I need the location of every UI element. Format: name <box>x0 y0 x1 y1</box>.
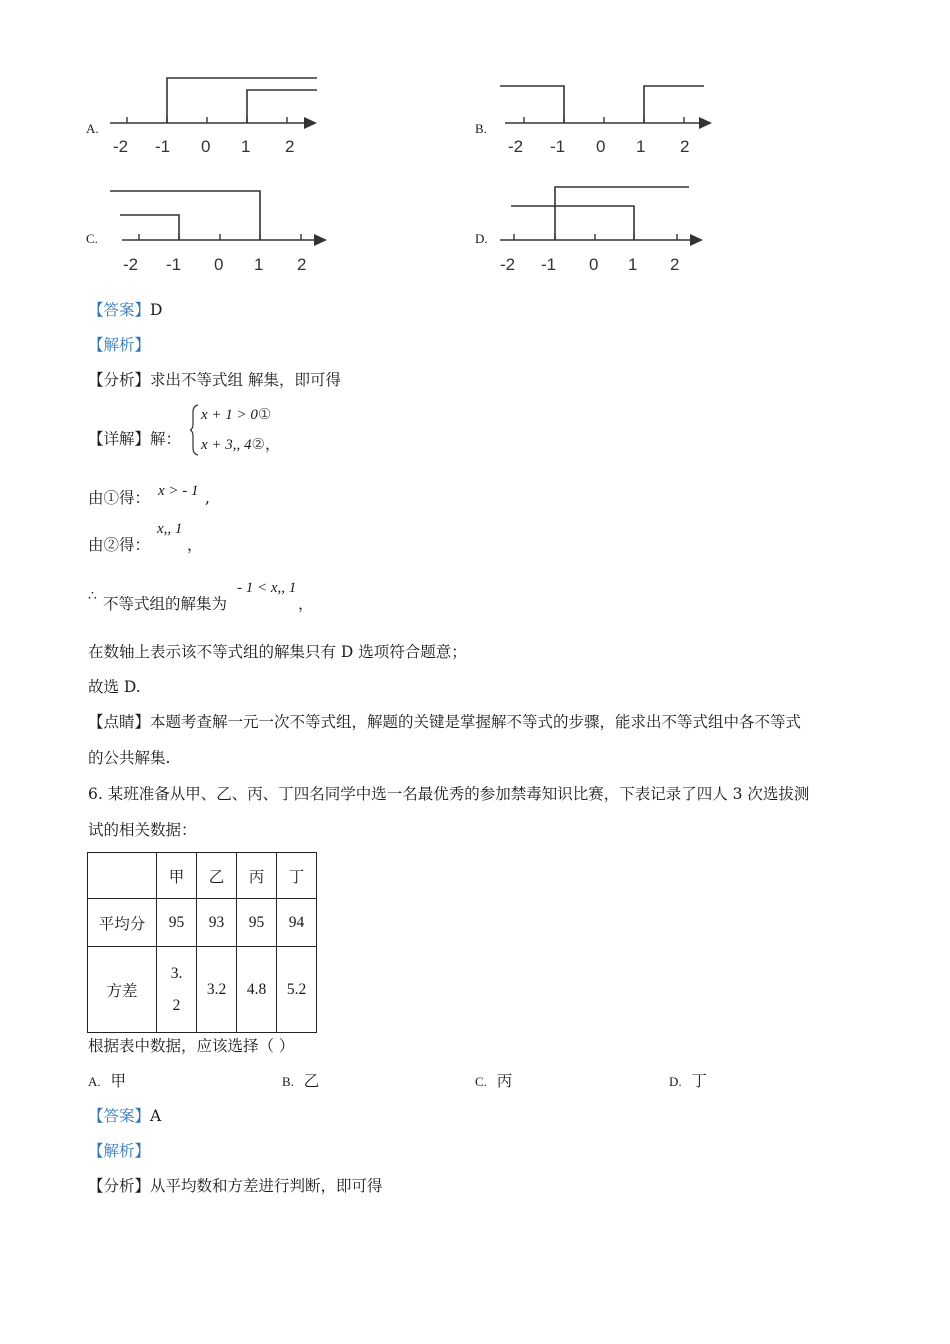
q5-detail-lead <box>88 429 181 449</box>
tick-label: 2 <box>285 137 295 156</box>
option-a-number-line <box>105 70 335 165</box>
numberline-statement: 在数轴上表示该不等式组的解集只有 D 选项符合题意； <box>88 643 467 661</box>
table-cell: 94 <box>277 899 317 947</box>
tick-label: -2 <box>508 137 524 156</box>
table-cell: 4.8 <box>237 947 277 1033</box>
comment-line-1 <box>88 712 801 732</box>
q5-answer-line <box>88 300 162 320</box>
choice-text: 丙 <box>496 1072 513 1090</box>
comment-line-2: 的公共解集. <box>88 749 171 767</box>
from-one-tail: , <box>205 489 210 507</box>
option-d-number-line <box>495 180 725 275</box>
tick-label: -1 <box>166 255 182 274</box>
option-d-letter: D. <box>475 231 488 246</box>
tick-label: 0 <box>201 137 211 156</box>
solution-tail: ， <box>298 595 314 613</box>
choice-text: 乙 <box>303 1072 320 1090</box>
from-one-text: 由①得： <box>88 489 151 507</box>
tick-label: 0 <box>214 255 224 274</box>
system-line-1 <box>201 404 271 424</box>
score-table <box>87 852 317 1033</box>
table-row-label: 平均分 <box>88 899 157 947</box>
from-two-line <box>88 535 150 555</box>
solution-text: 不等式组的解集为 <box>103 595 228 613</box>
table-header-cell: 乙 <box>197 853 237 899</box>
q6-stem-line-1: 6. 某班准备从甲、乙、丙、丁四名同学中选一名最优秀的参加禁毒知识比赛，下表记录了四人 3 次选拔测 <box>88 785 810 803</box>
tick-label: 1 <box>241 137 251 156</box>
tick-label: 1 <box>636 137 646 156</box>
choice-letter: D. <box>669 1074 682 1089</box>
answer-label: 【答案】 <box>88 301 151 319</box>
choice-letter: C. <box>475 1074 487 1089</box>
from-one-math: x > - 1 <box>158 483 199 499</box>
choice-letter: A. <box>88 1074 101 1089</box>
tick-label: 2 <box>680 137 690 156</box>
comment-text: 本题考查解一元一次不等式组，解题的关键是掌握解不等式的步骤，能求出不等式组中各不等式 <box>150 713 802 731</box>
system-line-2 <box>201 434 281 454</box>
from-one-line <box>88 488 150 508</box>
tick-label: 2 <box>297 255 307 274</box>
detail-label: 【详解】 <box>88 430 151 448</box>
solution-math: - 1 < x,, 1 <box>237 580 297 596</box>
analysis-text: 从平均数和方差进行判断，即可得 <box>150 1177 383 1195</box>
option-c-letter: C. <box>86 231 98 246</box>
answer-value: D <box>150 301 163 319</box>
choice-text: 甲 <box>110 1072 127 1090</box>
q5-analysis-heading: 【解析】 <box>88 336 151 354</box>
table-header-row <box>88 853 317 899</box>
table-header-cell: 丁 <box>277 853 317 899</box>
table-header-cell <box>88 853 157 899</box>
tick-label: 1 <box>628 255 638 274</box>
table-row <box>88 899 317 947</box>
table-cell: 3.2 <box>197 947 237 1033</box>
choice-letter: B. <box>282 1074 294 1089</box>
q6-analysis-line <box>88 1176 383 1196</box>
tick-label: -1 <box>550 137 566 156</box>
table-header-cell: 甲 <box>157 853 197 899</box>
circled-two: ② <box>251 437 265 453</box>
choice-text: 丁 <box>691 1072 708 1090</box>
option-c-number-line <box>110 180 340 275</box>
tick-label: 0 <box>596 137 606 156</box>
q6-choice-c[interactable] <box>475 1071 512 1092</box>
q6-choice-d[interactable] <box>669 1071 707 1092</box>
table-row-label: 方差 <box>88 947 157 1033</box>
q6-choice-a[interactable] <box>88 1071 126 1092</box>
option-a-letter: A. <box>86 121 99 136</box>
inequality-1: x + 1 > 0 <box>201 407 258 423</box>
comment-label: 【点睛】 <box>88 713 151 731</box>
tick-label: -2 <box>113 137 129 156</box>
from-two-math: x,, 1 <box>157 521 183 537</box>
table-header-cell: 丙 <box>237 853 277 899</box>
table-cell: 5.2 <box>277 947 317 1033</box>
q6-analysis-heading: 【解析】 <box>88 1142 151 1160</box>
answer-label: 【答案】 <box>88 1107 151 1125</box>
tick-label: -1 <box>155 137 171 156</box>
table-cell: 95 <box>237 899 277 947</box>
analysis-text: 求出不等式组 解集，即可得 <box>150 371 341 389</box>
therefore-symbol: ∴ <box>88 588 97 604</box>
from-two-text: 由②得： <box>88 536 151 554</box>
table-cell: 93 <box>197 899 237 947</box>
q6-answer-line <box>88 1106 161 1126</box>
q6-stem-line-2: 试的相关数据： <box>88 821 197 839</box>
tick-label: -1 <box>541 255 557 274</box>
q6-prompt: 根据表中数据，应该选择（ ） <box>88 1037 295 1055</box>
option-b-letter: B. <box>475 121 487 136</box>
option-b-number-line <box>500 70 730 165</box>
q6-choice-b[interactable] <box>282 1071 319 1092</box>
answer-value: A <box>150 1107 162 1125</box>
tick-label: 0 <box>589 255 599 274</box>
tick-label: 1 <box>254 255 264 274</box>
tick-label: 2 <box>670 255 680 274</box>
analysis-label: 【分析】 <box>88 371 151 389</box>
table-row <box>88 947 317 1033</box>
inequality-2: x + 3,, 4 <box>201 437 252 453</box>
circled-one: ① <box>257 407 272 423</box>
from-two-tail: ， <box>187 536 203 554</box>
tick-label: -2 <box>500 255 516 274</box>
system-brace <box>190 404 199 456</box>
table-cell: 3. 2 <box>157 947 197 1033</box>
analysis-label: 【分析】 <box>88 1177 151 1195</box>
detail-lead: 解： <box>150 430 182 448</box>
system-comma: ， <box>264 435 281 453</box>
table-cell: 95 <box>157 899 197 947</box>
q5-analysis-line <box>88 370 341 390</box>
choose-statement: 故选 D. <box>88 678 141 696</box>
tick-label: -2 <box>123 255 139 274</box>
